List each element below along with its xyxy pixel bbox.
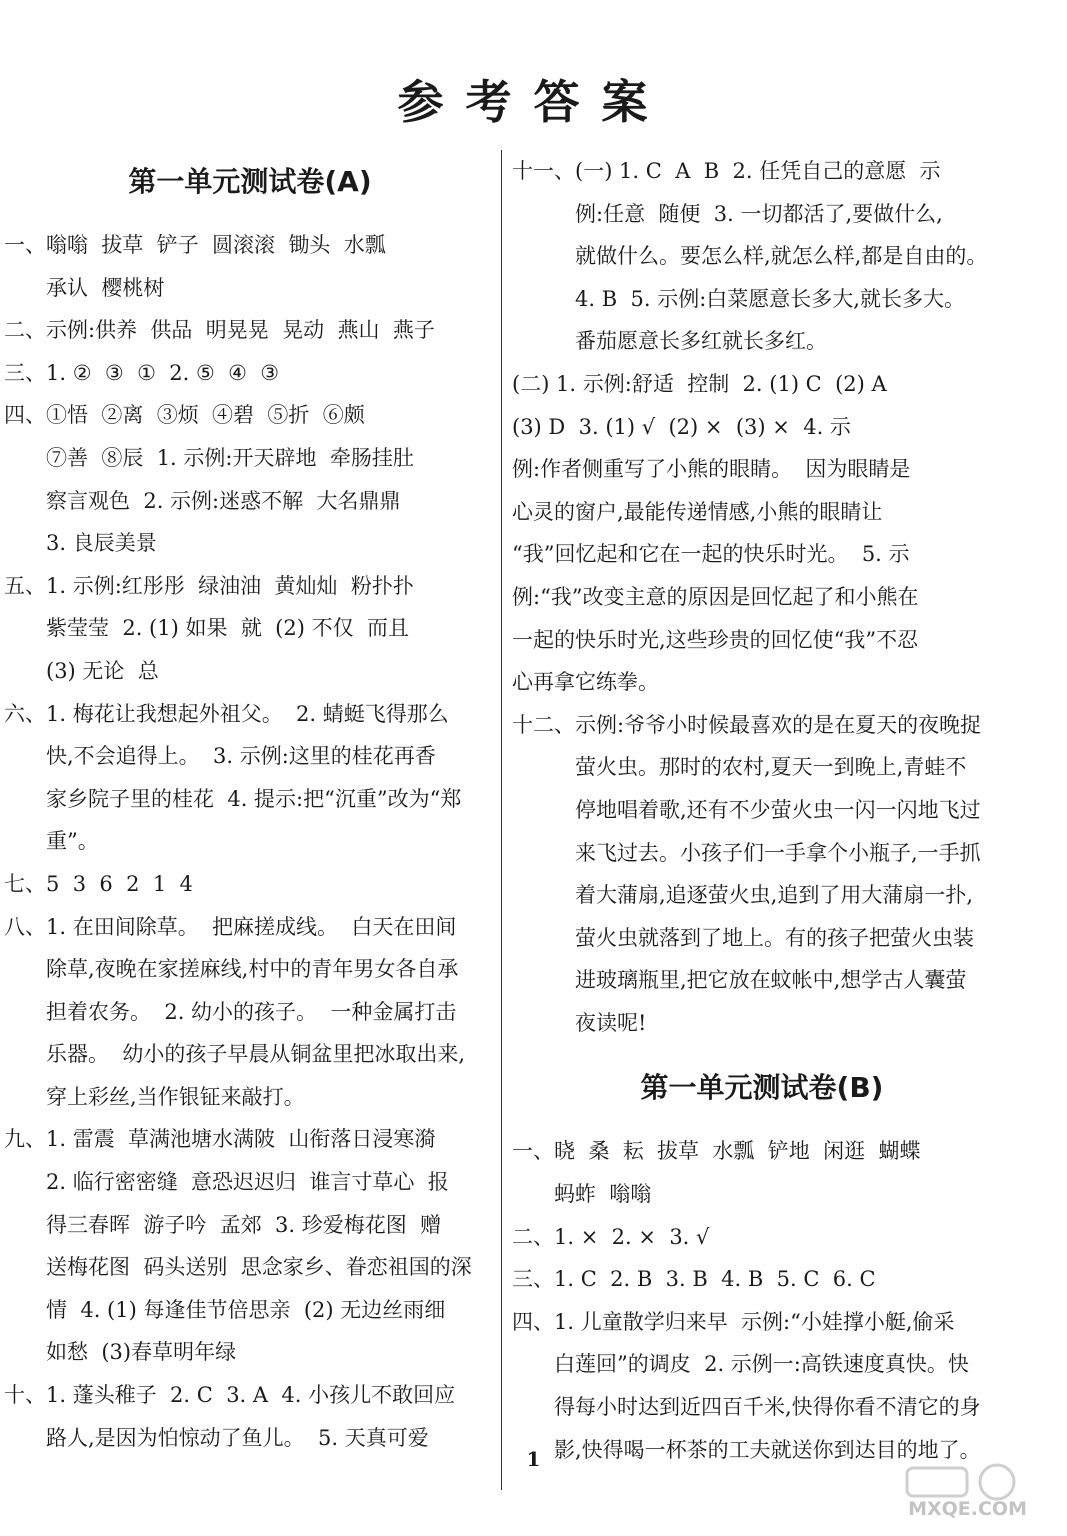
section-title-a: 第一单元测试卷(A) (128, 165, 372, 198)
answer-line: (二) 1. 示例:舒适 控制 2. (1) C (2) A (512, 371, 887, 396)
answer-line: 穿上彩丝,当作银钲来敲打。 (46, 1084, 305, 1109)
answer-item-body (46, 309, 496, 352)
answer-item (4, 352, 496, 395)
answer-item-label: 四、 (4, 403, 46, 428)
answer-list-a-continued (512, 150, 1012, 1044)
answer-line: 快,不会追得上。 3. 示例:这里的桂花再香 (46, 744, 436, 769)
answer-line: 2. 临行密密缝 意恐迟迟归 谁言寸草心 报 (46, 1170, 449, 1195)
answer-item (4, 906, 496, 1119)
section-title-b: 第一单元测试卷(B) (640, 1071, 884, 1105)
answer-line: 1. 梅花让我想起外祖父。 2. 蜻蜓飞得那么 (46, 701, 449, 726)
answer-item (4, 1118, 496, 1374)
answer-item-label: 六、 (4, 701, 46, 726)
right-column (512, 150, 1012, 1471)
answer-line: 例:“我”改变主意的原因是回忆起了和小熊在 (512, 584, 919, 609)
answer-line: 萤火虫。那时的农村,夏天一到晚上,青蛙不 (575, 755, 967, 780)
answer-line: 情 4. (1) 每逢佳节倍思亲 (2) 无边丝雨细 (46, 1297, 446, 1322)
column-divider (501, 150, 502, 1490)
answer-line: 例:任意 随便 3. 一切都活了,要做什么, (575, 201, 943, 226)
answer-item-label: 十一、 (512, 159, 575, 183)
answer-line: 1. C 2. B 3. B 4. B 5. C 6. C (554, 1267, 876, 1292)
answer-line: 除草,夜晚在家搓麻线,村中的青年男女各自承 (46, 957, 459, 982)
answer-item-label: 八、 (4, 914, 46, 939)
answer-line: 1. 示例:红彤彤 绿油油 黄灿灿 粉扑扑 (46, 573, 414, 598)
answer-item-body (575, 704, 1012, 1045)
answer-item-label: 一、 (512, 1139, 554, 1164)
watermark-icon (847, 1462, 1027, 1502)
answer-line: 1. 在田间除草。 把麻搓成线。 白天在田间 (46, 914, 457, 939)
answer-line: 1. 蓬头稚子 2. C 3. A 4. 小孩儿不敢回应 (46, 1383, 456, 1408)
answer-item (4, 224, 496, 309)
answer-line: 得每小时达到近四百千米,快得你看不清它的身 (554, 1395, 981, 1420)
answer-line: 停地唱着歌,还有不少萤火虫一闪一闪地飞过 (575, 797, 981, 822)
answer-item-label: 二、 (512, 1224, 554, 1249)
left-column (4, 150, 496, 1459)
answer-item-body (46, 565, 496, 693)
answer-line: 重”。 (46, 829, 99, 854)
answer-item-body (575, 150, 1012, 363)
answer-line: (一) 1. C A B 2. 任凭自己的意愿 示 (575, 159, 941, 183)
answer-line: ①悟 ②离 ③烦 ④碧 ⑤折 ⑥颇 (46, 403, 365, 428)
answer-item (512, 363, 1012, 704)
answer-item-body (46, 224, 496, 309)
watermark-logo (847, 1462, 1027, 1522)
answer-line: ⑦善 ⑧辰 1. 示例:开天辟地 牵肠挂肚 (46, 445, 414, 470)
answer-line: “我”回忆起和它在一起的快乐时光。 5. 示 (512, 542, 910, 567)
answer-item-label: 九、 (4, 1127, 46, 1152)
answer-line: 送梅花图 码头送别 思念家乡、眷恋祖国的深 (46, 1255, 472, 1280)
answer-item (512, 704, 1012, 1045)
answer-line: 示例:供养 供品 明晃晃 晃动 燕山 燕子 (46, 318, 435, 343)
answer-line: 嗡嗡 拔草 铲子 圆滚滚 锄头 水瓢 (46, 233, 386, 257)
answer-item-body (46, 906, 496, 1119)
answer-item-label: 十、 (4, 1383, 46, 1408)
answer-line: 1. 雷震 草满池塘水满陂 山衔落日浸寒漪 (46, 1127, 436, 1152)
answer-line: 进玻璃瓶里,把它放在蚊帐中,想学古人囊萤 (575, 968, 967, 993)
answer-item (512, 1216, 1012, 1259)
answer-item-label: 十二、 (512, 712, 575, 737)
answer-item-label: 四、 (512, 1309, 554, 1334)
answer-line: 来飞过去。小孩子们一手拿个小瓶子,一手抓 (575, 840, 981, 865)
answer-line: 路人,是因为怕惊动了鱼儿。 5. 天真可爱 (46, 1425, 429, 1450)
answer-line: 紫莹莹 2. (1) 如果 就 (2) 不仅 而且 (46, 616, 409, 641)
answer-line: 一起的快乐时光,这些珍贵的回忆使“我”不忍 (512, 627, 919, 652)
answer-list-a (4, 224, 496, 1459)
page-number: 1 (526, 1447, 541, 1471)
answer-item-body (46, 352, 496, 395)
answer-line: 1. × 2. × 3. √ (554, 1224, 710, 1249)
answer-line: 心再拿它练拳。 (512, 670, 659, 695)
answer-item-body (46, 394, 496, 564)
answer-line: 如愁 (3)春草明年绿 (46, 1340, 237, 1365)
answer-item-body (46, 693, 496, 863)
answer-line: 萤火虫就落到了地上。有的孩子把萤火虫装 (575, 925, 974, 950)
watermark-text: MXQE.COM (908, 1498, 1027, 1520)
answer-line: 例:作者侧重写了小熊的眼睛。 因为眼睛是 (512, 457, 911, 482)
answer-item-body (554, 1301, 1012, 1471)
answer-item (4, 309, 496, 352)
answer-line: 承认 樱桃树 (46, 275, 165, 300)
answer-line: (3) D 3. (1) √ (2) × (3) × 4. 示 (512, 414, 851, 439)
answer-line: 晓 桑 耘 拔草 水瓢 铲地 闲逛 蝴蝶 (554, 1139, 921, 1164)
answer-item-body (554, 1258, 1012, 1301)
answer-item-label: 三、 (512, 1267, 554, 1292)
answer-item-body (46, 863, 496, 906)
answer-line: 乐器。 幼小的孩子早晨从铜盆里把冰取出来, (46, 1042, 466, 1067)
answer-line: 1. 儿童散学归来早 示例:“小娃撑小艇,偷采 (554, 1309, 955, 1334)
answer-line: 着大蒲扇,追逐萤火虫,追到了用大蒲扇一扑, (575, 883, 974, 908)
answer-list-b (512, 1130, 1012, 1471)
answer-line: 蚂蚱 嗡嗡 (554, 1182, 652, 1207)
answer-item (512, 1301, 1012, 1471)
answer-item-body (46, 1118, 496, 1374)
answer-line: 察言观色 2. 示例:迷惑不解 大名鼎鼎 (46, 488, 401, 513)
answer-item-label: 二、 (4, 318, 46, 343)
answer-item (4, 394, 496, 564)
answer-item-label: 七、 (4, 871, 46, 896)
answer-item-body (554, 1216, 1012, 1259)
page-title: 参考答案 (397, 75, 670, 129)
answer-item-label: 五、 (4, 573, 46, 598)
answer-item (4, 863, 496, 906)
answer-line: 番茄愿意长多红就长多红。 (575, 329, 827, 354)
answer-item (512, 150, 1012, 363)
answer-line: 白莲回”的调皮 2. 示例一:高铁速度真快。快 (554, 1352, 969, 1377)
answer-line: 就做什么。要怎么样,就怎么样,都是自由的。 (575, 244, 988, 269)
answer-item (4, 693, 496, 863)
answer-line: 担着农务。 2. 幼小的孩子。 一种金属打击 (46, 999, 457, 1024)
answer-line: 5 3 6 2 1 4 (46, 871, 193, 896)
answer-line: 影,快得喝一杯茶的工夫就送你到达目的地了。 (554, 1437, 981, 1462)
answer-item (4, 565, 496, 693)
answer-line: 家乡院子里的桂花 4. 提示:把“沉重”改为“郑 (46, 786, 462, 811)
answer-line: 得三春晖 游子吟 孟郊 3. 珍爱梅花图 赠 (46, 1212, 442, 1237)
answer-line: 3. 良辰美景 (46, 531, 157, 556)
answer-line: 1. ② ③ ① 2. ⑤ ④ ③ (46, 360, 280, 385)
answer-item (512, 1130, 1012, 1215)
answer-item-label: 三、 (4, 360, 46, 385)
answer-line: 夜读呢! (575, 1010, 647, 1035)
answer-item-body (554, 1130, 1012, 1215)
answer-item (512, 1258, 1012, 1301)
answer-line: 示例:爷爷小时候最喜欢的是在夏天的夜晚捉 (575, 712, 982, 737)
answer-line: 心灵的窗户,最能传递情感,小熊的眼睛让 (512, 499, 883, 524)
answer-item-label: 一、 (4, 233, 46, 257)
answer-line: 4. B 5. 示例:白菜愿意长多大,就长多大。 (575, 286, 965, 311)
answer-item-body (512, 363, 1012, 704)
answer-line: (3) 无论 总 (46, 658, 159, 683)
